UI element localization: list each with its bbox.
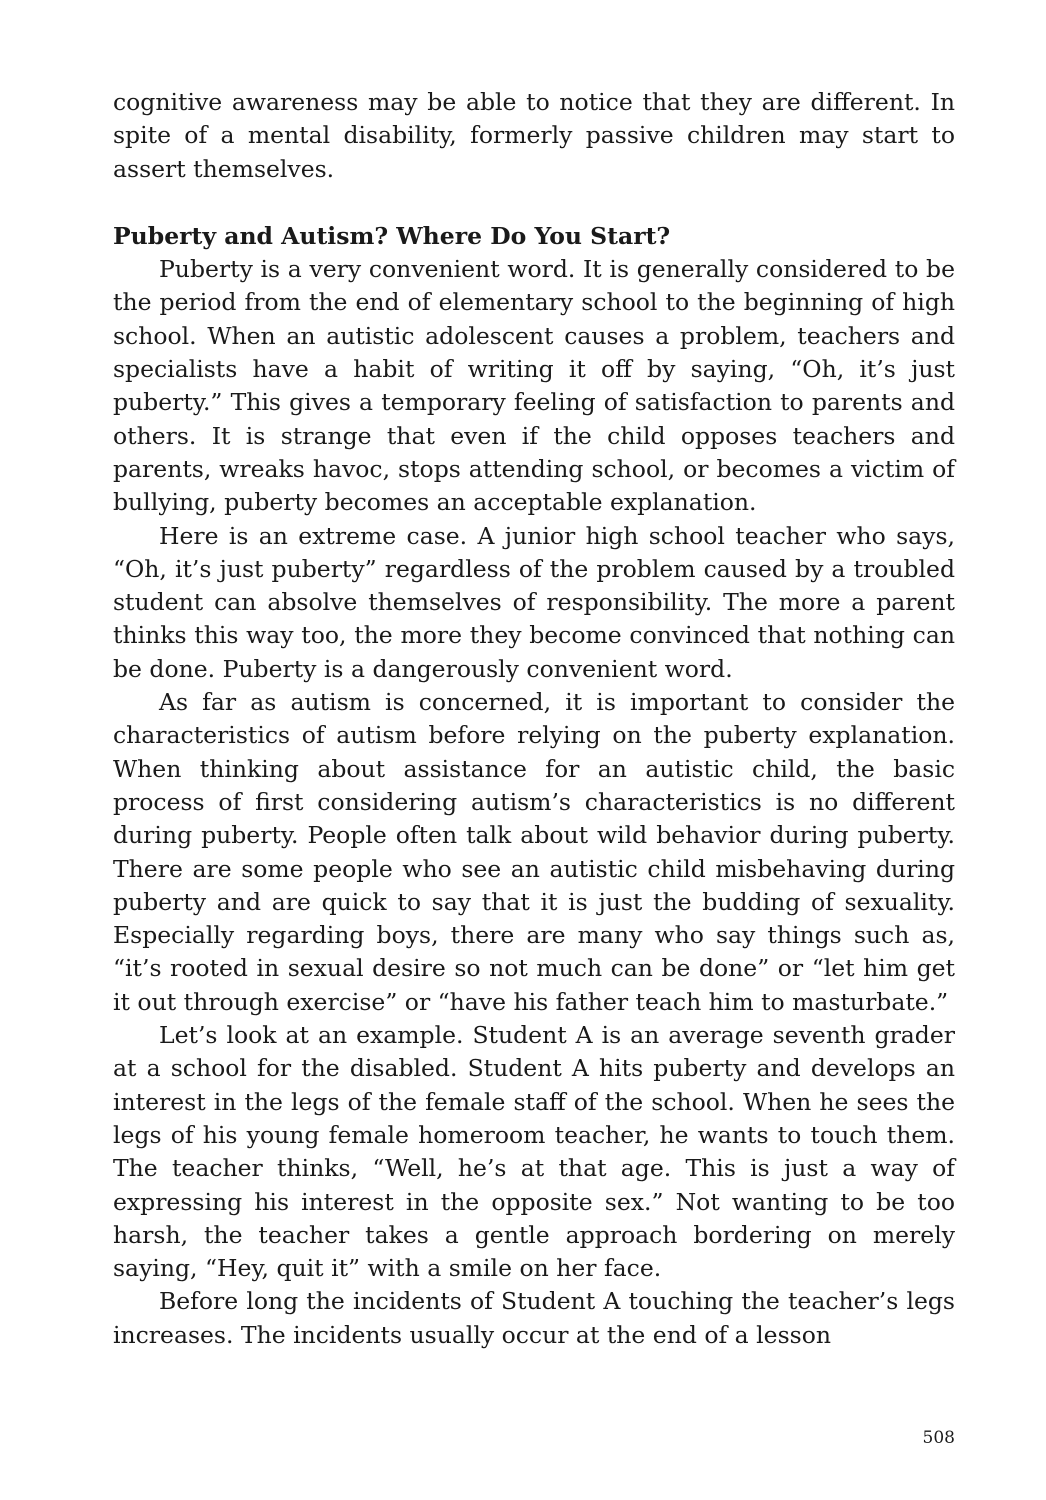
paragraph: Puberty is a very convenient word. It is generally considered to be the period from the end of elementary school to the beginning of high school. When an autistic adolescent causes a problem, teachers and specialists have a habit of writing it off by saying, “Oh, it’s just puberty.” This gives a temporary feeling of satisfaction to parents and others. It is strange that even if the child opposes teachers and parents, wreaks havoc, stops attending school, or becomes a victim of bullying, puberty becomes an acceptable explanation. [113,255,955,517]
section-heading: Puberty and Autism? Where Do You Start? [113,221,671,250]
paragraph: Let’s look at an example. Student A is an average seventh grader at a school for the disabled. Student A hits puberty and develops an interest in the legs of the female staff of the school. When he sees the legs of his young female homeroom teacher, he wants to touch them. The teacher thinks, “Well, he’s at that age. This is just a way of expressing his interest in the opposite sex.” Not wanting to be too harsh, the teacher takes a gentle approach bordering on merely saying, “Hey, quit it” with a smile on her face. [113,1021,955,1283]
page-body [113,86,955,1352]
paragraph: As far as autism is concerned, it is important to consider the characteristics of autism before relying on the puberty explanation. When thinking about assistance for an autistic child, the basic process of first considering autism’s characteristics is no different during puberty. People often talk about wild behavior during puberty. There are some people who see an autistic child misbehaving during puberty and are quick to say that it is just the budding of sexuality. Especially regarding boys, there are many who say things such as, “it’s rooted in sexual desire so not much can be done” or “let him get it out through exercise” or “have his father teach him to masturbate.” [113,688,955,1016]
paragraph: Before long the incidents of Student A touching the teacher’s legs increases. The incidents usually occur at the end of a lesson [113,1287,955,1349]
section-gap [113,186,955,220]
paragraph-continued: cognitive awareness may be able to notice that they are different. In spite of a mental disability, formerly passive children may start to assert themselves. [113,88,955,183]
paragraph: Here is an extreme case. A junior high school teacher who says, “Oh, it’s just puberty” regardless of the problem caused by a troubled student can absolve themselves of responsibility. The more a parent thinks this way too, the more they become convinced that nothing can be done. Puberty is a dangerously convenient word. [113,521,955,683]
page-number: 508 [922,1428,955,1448]
